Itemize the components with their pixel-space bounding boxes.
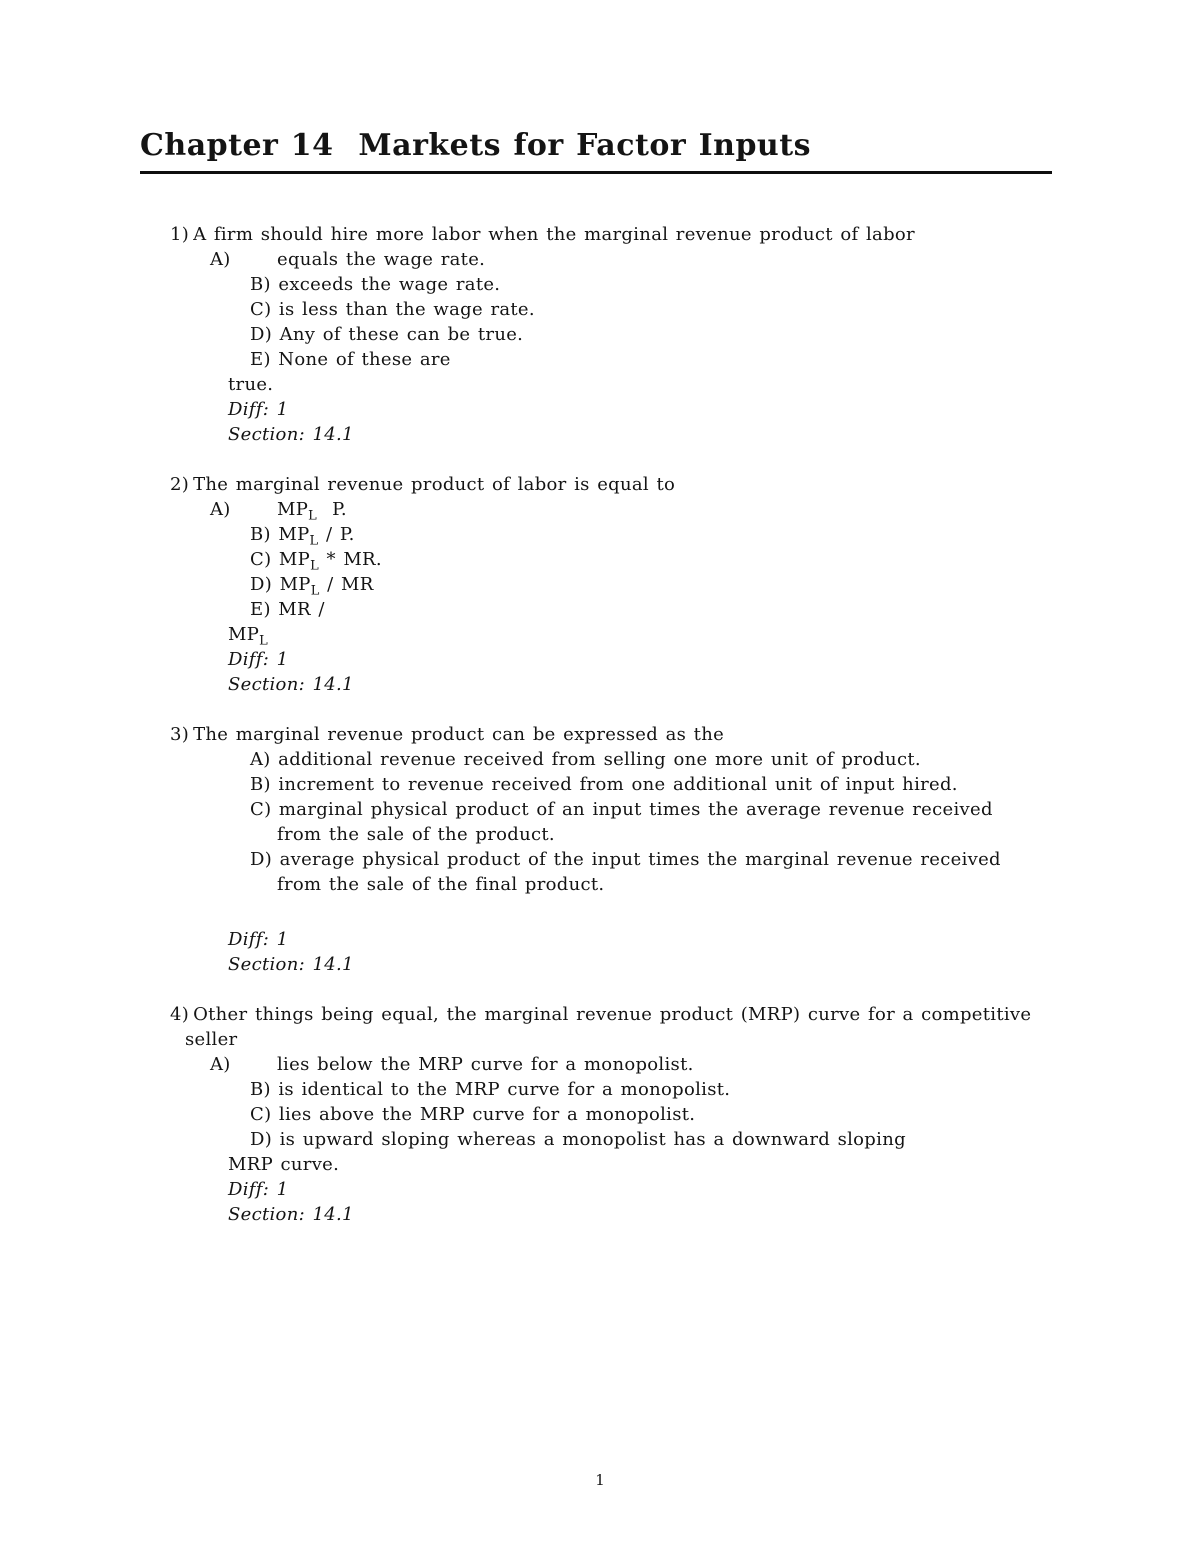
question-stem: 3) The marginal revenue product can be expressed as the: [170, 724, 725, 745]
page-title: Chapter 14 Markets for Factor Inputs: [140, 128, 1052, 174]
option-text: lies below the MRP curve for a monopolist.: [277, 1054, 694, 1075]
option-text: is upward sloping whereas a monopolist has a downward sloping: [279, 1129, 906, 1150]
option-continuation: $MP_L$: [228, 624, 269, 649]
answer-option: [250, 522, 1040, 547]
option-label: A): [250, 749, 279, 770]
question-stem: 1) A firm should hire more labor when the marginal revenue product of labor: [170, 224, 915, 245]
question-diff: Diff: 1: [228, 929, 289, 950]
question-diff: Diff: 1: [228, 649, 289, 670]
question-section: Section: 14.1: [228, 954, 354, 975]
answer-option: [210, 247, 1000, 272]
spacer: [140, 897, 1040, 927]
question-number: 1): [170, 224, 190, 245]
option-text: additional revenue received from selling one more unit of product.: [278, 749, 921, 770]
answer-option: [250, 1127, 1040, 1152]
question-section: Section: 14.1: [228, 1204, 354, 1225]
option-label: E): [250, 599, 279, 620]
option-label: D): [250, 1129, 280, 1150]
option-label: C): [250, 799, 279, 820]
option-label: C): [250, 549, 279, 570]
answer-option: [250, 297, 1040, 322]
question-number: 2): [170, 474, 190, 495]
option-label: B): [250, 274, 279, 295]
option-text: is identical to the MRP curve for a monopolist.: [278, 1079, 731, 1100]
option-text: $MP_L$ * MR.: [278, 549, 382, 574]
option-continuation: MRP curve.: [228, 1154, 340, 1175]
questions-list: [140, 222, 1060, 1227]
option-text: Any of these can be true.: [279, 324, 524, 345]
answer-option: [250, 347, 1040, 372]
option-label: A): [210, 499, 231, 520]
question-stem: 2) The marginal revenue product of labor is equal to: [170, 474, 676, 495]
question-section: Section: 14.1: [228, 424, 354, 445]
option-text: marginal physical product of an input times the average revenue received from the sale of the product.: [277, 799, 993, 845]
option-label: A): [210, 1054, 231, 1075]
answer-option: [250, 322, 1040, 347]
question-number: 3): [170, 724, 190, 745]
option-continuation: true.: [228, 374, 274, 395]
option-label: D): [250, 849, 280, 870]
option-text: $MP_L$ / P.: [278, 524, 355, 549]
option-label: A): [210, 249, 231, 270]
option-text: $MP_L$ P.: [277, 499, 347, 524]
option-label: B): [250, 1079, 279, 1100]
answer-option: [250, 1077, 1040, 1102]
answer-option: [210, 1052, 1000, 1077]
answer-option: [250, 1102, 1040, 1127]
option-text: increment to revenue received from one additional unit of input hired.: [278, 774, 958, 795]
question-diff: Diff: 1: [228, 399, 289, 420]
answer-option: [250, 272, 1040, 297]
answer-option: [250, 772, 1040, 797]
answer-option: [250, 547, 1040, 572]
option-label: C): [250, 299, 279, 320]
option-label: E): [250, 349, 279, 370]
option-text: average physical product of the input times the marginal revenue received from the sale of the final product.: [277, 849, 1001, 895]
option-text: equals the wage rate.: [277, 249, 486, 270]
option-label: D): [250, 324, 280, 345]
answer-option: [250, 747, 1040, 772]
option-label: B): [250, 524, 279, 545]
option-text: exceeds the wage rate.: [278, 274, 501, 295]
question-number: 4): [170, 1004, 190, 1025]
question-block: [140, 222, 1040, 447]
answer-option: [250, 847, 1040, 897]
option-text: $MP_L$ / MR: [279, 574, 374, 599]
answer-option: [250, 797, 1040, 847]
question-diff: Diff: 1: [228, 1179, 289, 1200]
answer-option: [210, 497, 1000, 522]
option-label: D): [250, 574, 280, 595]
option-text: None of these are: [278, 349, 451, 370]
question-stem: 4) Other things being equal, the marginal revenue product (MRP) curve for a competitive seller: [170, 1004, 1032, 1050]
question-section: Section: 14.1: [228, 674, 354, 695]
question-block: [140, 722, 1040, 977]
question-block: [140, 472, 1040, 697]
option-text: MR /: [278, 599, 325, 620]
option-label: B): [250, 774, 279, 795]
option-text: lies above the MRP curve for a monopolist.: [278, 1104, 696, 1125]
option-label: C): [250, 1104, 279, 1125]
page-number: 1: [595, 1471, 605, 1489]
answer-option: [250, 572, 1040, 597]
option-text: is less than the wage rate.: [278, 299, 535, 320]
question-block: [140, 1002, 1040, 1227]
answer-option: [250, 597, 1040, 622]
